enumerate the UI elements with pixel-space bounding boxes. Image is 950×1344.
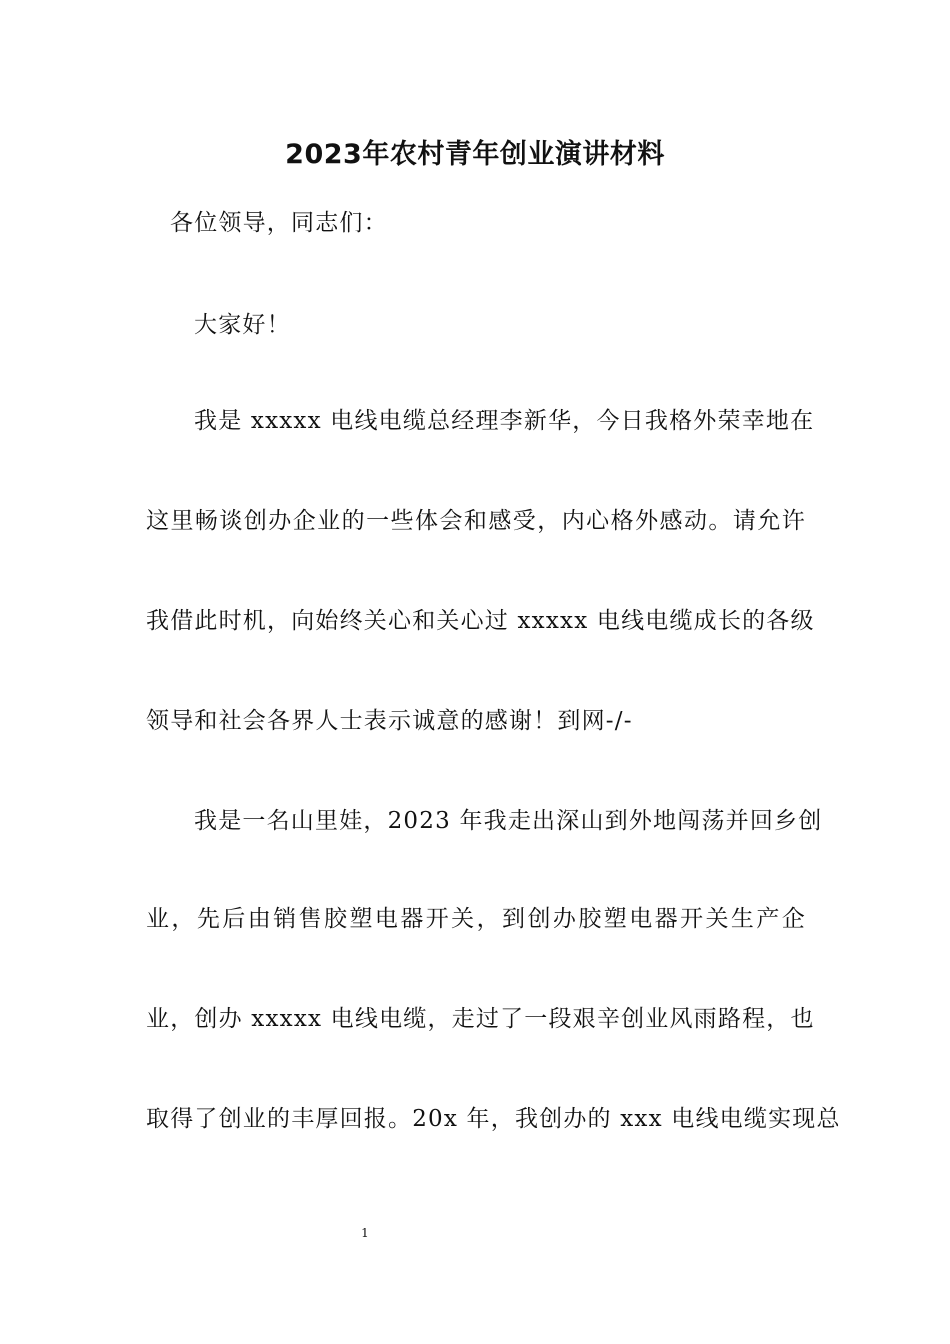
paragraph-line: 我借此时机，向始终关心和关心过 xxxxx 电线电缆成长的各级 (146, 608, 815, 634)
greeting: 大家好！ (194, 312, 291, 338)
page-number: 1 (361, 1226, 369, 1240)
paragraph-line: 我是一名山里娃，2023 年我走出深山到外地闯荡并回乡创 (194, 808, 823, 834)
paragraph-line: 业，创办 xxxxx 电线电缆，走过了一段艰辛创业风雨路程，也 (146, 1006, 815, 1032)
paragraph-line: 领导和社会各界人士表示诚意的感谢！到网-/- (146, 708, 633, 734)
paragraph-line: 我是 xxxxx 电线电缆总经理李新华，今日我格外荣幸地在 (194, 408, 815, 434)
salutation: 各位领导，同志们： (170, 210, 388, 236)
paragraph-line: 取得了创业的丰厚回报。20x 年，我创办的 xxx 电线电缆实现总 (146, 1106, 841, 1132)
paragraph-line: 业，先后由销售胶塑电器开关，到创办胶塑电器开关生产企 (146, 906, 806, 932)
paragraph-line: 这里畅谈创办企业的一些体会和感受，内心格外感动。请允许 (146, 508, 806, 534)
document-title: 2023年农村青年创业演讲材料 (285, 139, 665, 170)
